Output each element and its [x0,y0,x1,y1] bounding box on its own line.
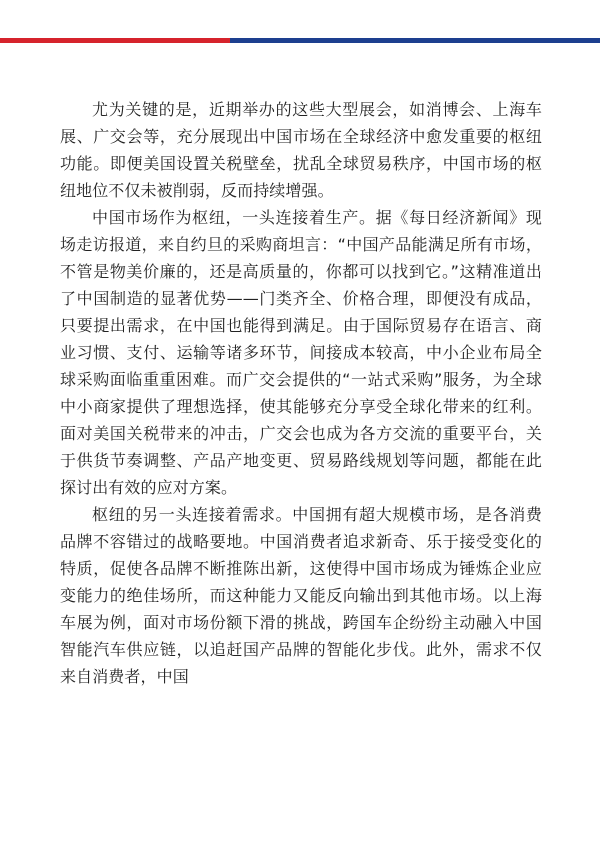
paragraph-3: 枢纽的另一头连接着需求。中国拥有超大规模市场，是各消费品牌不容错过的战略要地。中国消费者追求新奇、乐于接受变化的特质，促使各品牌不断推陈出新，这使得中国市场成为锤炼企业应变能力的绝佳场所，而这种能力又能反向输出到其他市场。以上海车展为例，面对市场份额下滑的挑战，跨国车企纷纷主动融入中国智能汽车供应链，以追赶国产品牌的智能化步伐。此外，需求不仅来自消费者，中国 [60,505,542,686]
paragraph-2: 中国市场作为枢纽，一头连接着生产。据《每日经济新闻》现场走访报道，来自约旦的采购商坦言：“中国产品能满足所有市场，不管是物美价廉的，还是高质量的，你都可以找到它。”这精准道出了中国制造的显著优势——门类齐全、价格合理，即便没有成品，只要提出需求，在中国也能得到满足。由于国际贸易存在语言、商业习惯、支付、运输等诸多环节，间接成本较高，中小企业布局全球采购面临重重困难。而广交会提供的“一站式采购”服务，为全球中小商家提供了理想选择，使其能够充分享受全球化带来的红利。面对美国关税带来的冲击，广交会也成为各方交流的重要平台，关于供货节奏调整、产品产地变更、贸易路线规划等问题，都能在此探讨出有效的应对方案。 [60,208,542,497]
header-bar-red-segment [0,38,230,43]
paragraph-1: 尤为关键的是，近期举办的这些大型展会，如消博会、上海车展、广交会等，充分展现出中国市场在全球经济中愈发重要的枢纽功能。即便美国设置关税壁垒，扰乱全球贸易秩序，中国市场的枢纽地位不仅未被削弱，反而持续增强。 [60,100,542,200]
article-body [60,96,542,690]
header-color-bar [0,38,600,43]
header-bar-blue-segment [230,38,600,43]
